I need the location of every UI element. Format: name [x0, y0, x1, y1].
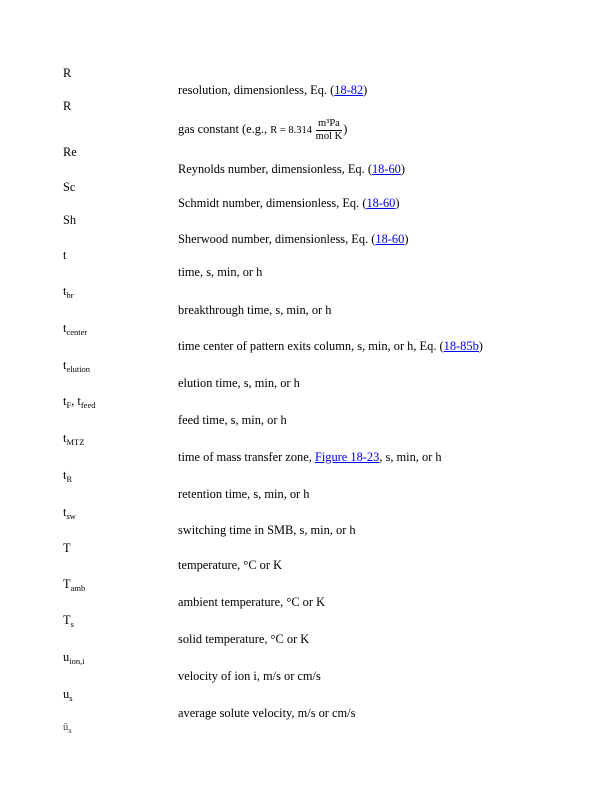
figure-link[interactable]: Figure 18-23 — [314, 450, 380, 464]
definition: feed time, s, min, or h — [178, 413, 287, 427]
symbol: R — [63, 99, 72, 113]
symbol: t — [63, 248, 67, 262]
gas-constant-formula: R = 8.314 $\frac{\text{m³Pa}}{\text{mol K}}$ — [270, 118, 343, 142]
symbol: Sc — [63, 180, 76, 194]
definition: ambient temperature, °C or K — [178, 595, 326, 609]
definition: temperature, °C or K — [178, 558, 283, 572]
definition: time, s, min, or h — [178, 265, 263, 279]
symbol: T — [63, 541, 71, 555]
definition: average solute velocity, m/s or cm/s — [178, 706, 356, 720]
definition: switching time in SMB, s, min, or h — [178, 523, 356, 537]
equation-link[interactable]: 18-82 — [334, 83, 364, 97]
definition: retention time, s, min, or h — [178, 487, 310, 501]
definition: Schmidt number, dimensionless, Eq. (18-60) — [178, 196, 400, 210]
definition: solid temperature, °C or K — [178, 632, 310, 646]
equation-link[interactable]: 18-60 — [375, 232, 405, 246]
equation-link[interactable]: 18-60 — [366, 196, 396, 210]
symbol: $t_{MTZ}$ — [63, 431, 85, 447]
equation-link[interactable]: 18-85b — [443, 339, 479, 353]
symbol: $u_s$ — [63, 687, 73, 703]
definition: elution time, s, min, or h — [178, 376, 300, 390]
symbol: $ū_s$ — [63, 722, 72, 735]
fraction: $\frac{\text{m³Pa}}{\text{mol K}}$ — [315, 118, 343, 142]
definition: Reynolds number, dimensionless, Eq. (18-60) — [178, 162, 406, 176]
definition: velocity of ion i, m/s or cm/s — [178, 669, 321, 683]
definition: time of mass transfer zone, Figure 18-23, s, min, or h — [178, 450, 442, 464]
symbol: $t_R$ — [63, 468, 73, 484]
symbol: $u_{ion,i}$ — [63, 650, 85, 666]
definition: gas constant (e.g., R = 8.314 $\frac{\text{m³Pa}}{\text{mol K}}$ ) — [178, 118, 348, 142]
definition: resolution, dimensionless, Eq. (18-82) — [178, 83, 368, 97]
symbol: $t_F$, $t_{feed}$ — [63, 394, 96, 410]
symbol: $T_{amb}$ — [63, 577, 86, 593]
symbol: R — [63, 66, 72, 80]
symbol: $T_s$ — [63, 613, 74, 629]
definition: time center of pattern exits column, s, min, or h, Eq. (18-85b) — [178, 339, 483, 353]
equation-link[interactable]: 18-60 — [371, 162, 401, 176]
symbol: Sh — [63, 213, 77, 227]
definition: Sherwood number, dimensionless, Eq. (18-60) — [178, 232, 409, 246]
definition: breakthrough time, s, min, or h — [178, 303, 332, 317]
symbol: $t_{sw}$ — [63, 505, 76, 521]
symbol: $t_{br}$ — [63, 284, 74, 300]
symbol: Re — [63, 145, 77, 159]
symbol: $t_{elution}$ — [63, 358, 91, 374]
symbol: $t_{center}$ — [63, 321, 88, 337]
